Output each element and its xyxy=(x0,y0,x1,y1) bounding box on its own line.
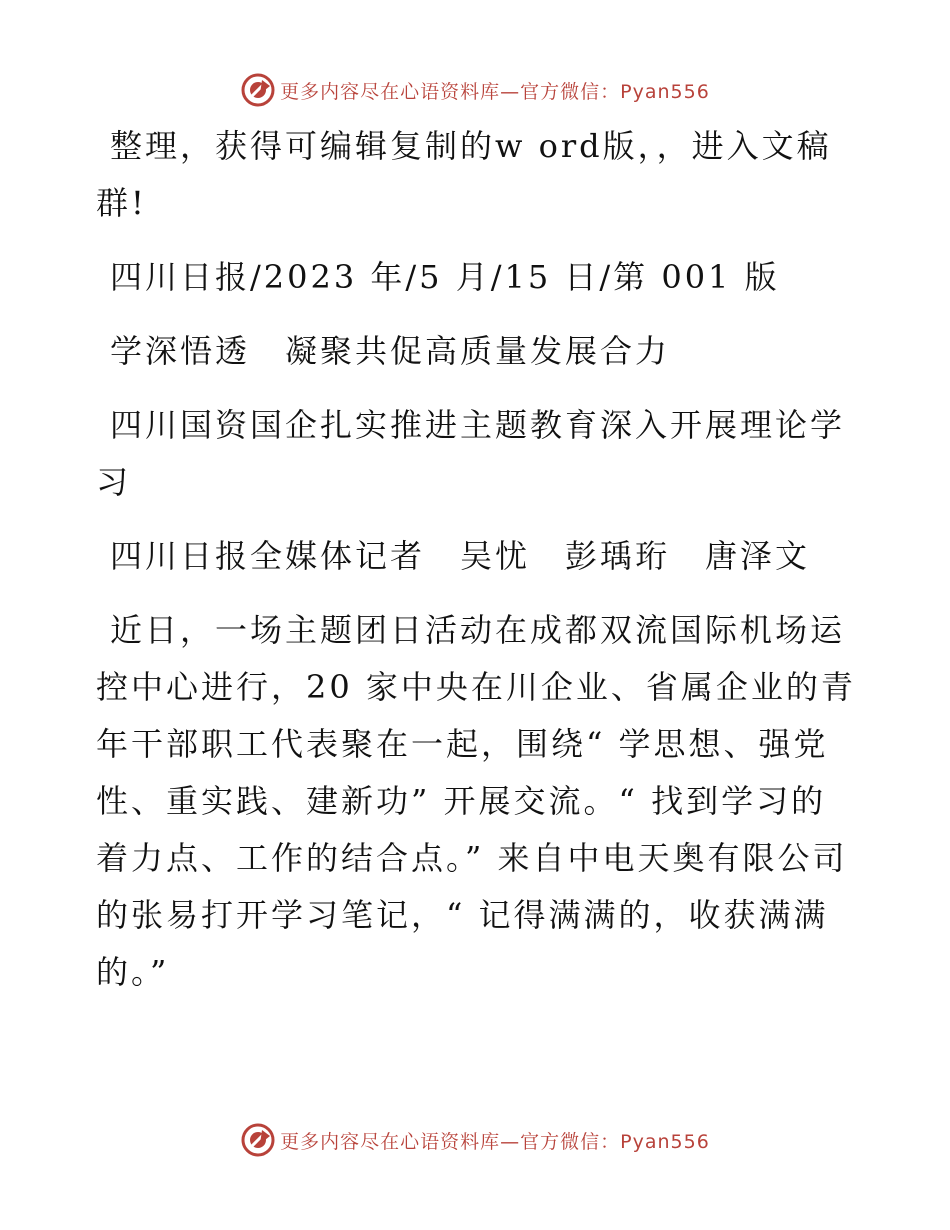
header-banner-separator: — xyxy=(500,80,521,103)
footer-banner-separator: — xyxy=(500,1130,521,1153)
header-banner-text xyxy=(280,77,710,104)
footer-banner-wechat: 官方微信：Pyan556 xyxy=(520,1130,710,1153)
header-banner-wechat: 官方微信：Pyan556 xyxy=(520,80,710,103)
source-line: 四川日报/2023 年/5 月/15 日/第 001 版 xyxy=(110,258,780,296)
document-body xyxy=(96,118,856,1018)
article-byline: 四川日报全媒体记者 吴忧 彭瑀珩 唐泽文 xyxy=(110,537,811,575)
header-banner xyxy=(0,68,950,112)
article-headline: 学深悟透 凝聚共促高质量发展合力 xyxy=(110,332,671,370)
article-paragraph: 近日，一场主题团日活动在成都双流国际机场运控中心进行，20 家中央在川企业、省属企业的青年干部职工代表聚在一起，围绕“ 学思想、强党性、重实践、建新功” 开展交流。“ 找到学习的着力点、工作的结合点。” 来自中电天奥有限公司的张易打开学习笔记，“ 记得满满的，收获满满的。” xyxy=(96,611,856,991)
footer-banner-text xyxy=(280,1127,710,1154)
intro-text: 整理，获得可编辑复制的w ord版，，进入文稿群! xyxy=(96,127,832,222)
footer-banner-main: 更多内容尽在心语资料库 xyxy=(280,1130,501,1153)
brand-logo-icon xyxy=(240,1122,276,1158)
brand-logo-icon xyxy=(240,72,276,108)
article-subheadline: 四川国资国企扎实推进主题教育深入开展理论学习 xyxy=(96,406,846,501)
footer-banner xyxy=(0,1118,950,1162)
header-banner-main: 更多内容尽在心语资料库 xyxy=(280,80,501,103)
